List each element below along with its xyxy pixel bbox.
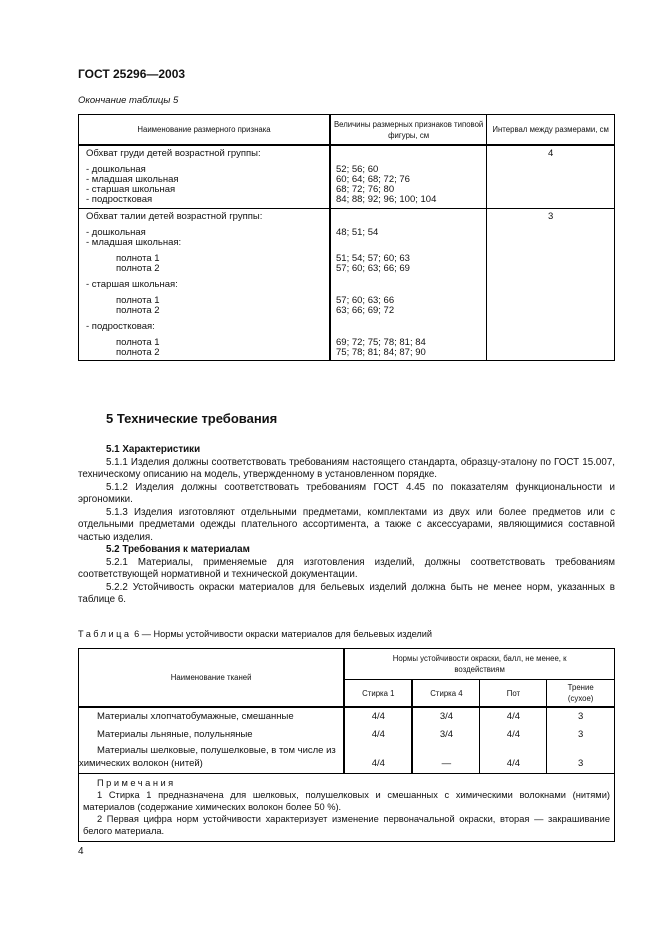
- value-sweat: 4/4: [506, 729, 521, 740]
- subcol-wash-1: Стирка 1: [344, 680, 412, 708]
- fullness-label: полнота 2: [116, 305, 160, 316]
- subsection-title: 5.1 Характеристики: [106, 444, 201, 455]
- value-wash-1: 4/4: [371, 711, 385, 722]
- fullness-values: 63; 66; 69; 72: [336, 305, 395, 316]
- fullness-values: 57; 60; 63; 66: [336, 295, 395, 306]
- table-continuation-label: Окончание таблицы 5: [78, 95, 179, 106]
- fabric-name: Материалы льняные, полульняные: [97, 729, 253, 740]
- col-header-values: Величины размерных признаков типовой фигуры, см: [330, 115, 487, 146]
- value-rubbing: 3: [578, 758, 584, 769]
- waist-interval: 3: [547, 211, 554, 222]
- chest-row-label: - подростковая: [86, 194, 153, 205]
- waist-preschool-label: - дошкольная: [86, 227, 146, 238]
- chest-row-values: 68; 72; 76; 80: [336, 184, 395, 195]
- chest-row-label: - дошкольная: [86, 164, 146, 175]
- waist-senior-label: - старшая школьная:: [86, 279, 178, 290]
- note-2: 2 Первая цифра норм устойчивости характеризует изменение первоначальной окраски, вторая — закрашивание белого материала.: [83, 814, 610, 836]
- subcol-rubbing: Трение (сухое): [547, 680, 615, 708]
- paragraph-5-2-2: 5.2.2 Устойчивость окраски материалов для бельевых изделий должна быть не менее норм, указанных в таблице 6.: [78, 581, 615, 605]
- subsection-title: 5.2 Требования к материалам: [106, 544, 250, 555]
- fullness-label: полнота 1: [116, 295, 160, 306]
- fullness-label: полнота 2: [116, 263, 160, 274]
- waist-teen-label: - подростковая:: [86, 321, 155, 332]
- table-row: [79, 726, 615, 744]
- subcol-sweat: Пот: [480, 680, 547, 708]
- table-5: [78, 114, 615, 361]
- table-row: [79, 744, 615, 774]
- table-caption-label: Таблица: [78, 629, 132, 639]
- page-number: 4: [78, 846, 84, 857]
- table-caption-text: 6 — Нормы устойчивости окраски материалов для бельевых изделий: [134, 629, 433, 639]
- value-wash-4: —: [441, 758, 452, 769]
- table-row: [79, 707, 615, 726]
- fullness-label: полнота 1: [116, 253, 160, 264]
- fabric-name-line-2: химических волокон (нитей): [79, 758, 203, 769]
- section-5-body: [78, 444, 615, 607]
- paragraph-5-2-1: 5.2.1 Материалы, применяемые для изготовления изделий, должны соответствовать требованиям соответствующей нормативной и технической документации.: [78, 556, 615, 580]
- table-notes: [79, 774, 615, 842]
- value-sweat: 4/4: [506, 758, 521, 769]
- value-rubbing: 3: [578, 729, 584, 740]
- value-wash-4: 3/4: [439, 729, 454, 740]
- col-header-interval: Интервал между размерами, см: [487, 115, 615, 146]
- value-wash-4: 3/4: [439, 711, 454, 722]
- paragraph-5-1-2: 5.1.2 Изделия должны соответствовать требованиям ГОСТ 4.45 по показателям функциональности и эргономики.: [78, 481, 615, 505]
- table-6-header-row-1: [79, 649, 615, 680]
- fullness-values: 57; 60; 63; 66; 69: [336, 263, 410, 274]
- value-sweat: 4/4: [506, 711, 521, 722]
- table-6: [78, 648, 615, 842]
- chest-interval: 4: [547, 148, 554, 159]
- fullness-values: 69; 72; 75; 78; 81; 84: [336, 337, 426, 348]
- value-wash-1: 4/4: [371, 758, 385, 769]
- chest-row-values: 60; 64; 68; 72; 76: [336, 174, 410, 185]
- paragraph-5-1-3: 5.1.3 Изделия изготовляют отдельными предметами, комплектами из двух или более предметов или с отдельными предметами одежды плательного ассортимента, а также с аксессуарами, являющимися составной частью изделия.: [78, 506, 615, 543]
- fullness-label: полнота 1: [116, 337, 160, 348]
- fullness-label: полнота 2: [116, 347, 160, 358]
- table-5-header: [79, 115, 615, 146]
- chest-row-values: 84; 88; 92; 96; 100; 104: [336, 194, 437, 205]
- fullness-values: 51; 54; 57; 60; 63: [336, 253, 410, 264]
- section-heading: 5 Технические требования: [106, 411, 278, 426]
- table-6-caption: [78, 629, 432, 639]
- chest-row-values: 52; 56; 60: [336, 164, 379, 175]
- paragraph-5-1-1: 5.1.1 Изделия должны соответствовать требованиям настоящего стандарта, образцу-эталону по ГОСТ 15.007, техническому описанию на модель, утвержденному в установленном порядке.: [78, 456, 615, 480]
- chest-row-label: - младшая школьная: [86, 174, 179, 185]
- waist-preschool-values: 48; 51; 54: [336, 227, 379, 238]
- value-wash-1: 4/4: [371, 729, 385, 740]
- fullness-values: 75; 78; 81; 84; 87; 90: [336, 347, 426, 358]
- subcol-wash-4: Стирка 4: [412, 680, 480, 708]
- chest-row-label: - старшая школьная: [86, 184, 176, 195]
- fabric-name: Материалы хлопчатобумажные, смешанные: [97, 711, 294, 722]
- table-row-waist: [79, 209, 615, 361]
- document-standard-id: ГОСТ 25296—2003: [78, 67, 186, 81]
- waist-junior-label: - младшая школьная:: [86, 237, 182, 248]
- chest-title: Обхват груди детей возрастной группы:: [86, 148, 261, 159]
- col-header-name: Наименование размерного признака: [79, 115, 331, 146]
- note-1: 1 Стирка 1 предназначена для шелковых, полушелковых и смешанных с химическими волокнами (нитями) материалов (содержание химических волокон более 50 %).: [83, 790, 610, 812]
- col-header-group: Нормы устойчивости окраски, балл, не менее, к воздействиям: [344, 649, 614, 680]
- notes-title: Примечания: [97, 778, 176, 788]
- col-header-fabric: Наименование тканей: [79, 649, 345, 708]
- table-row-chest: [79, 145, 615, 209]
- value-rubbing: 3: [578, 711, 584, 722]
- waist-title: Обхват талии детей возрастной группы:: [86, 211, 263, 222]
- fabric-name-line-1: Материалы шелковые, полушелковые, в том числе из: [97, 745, 336, 756]
